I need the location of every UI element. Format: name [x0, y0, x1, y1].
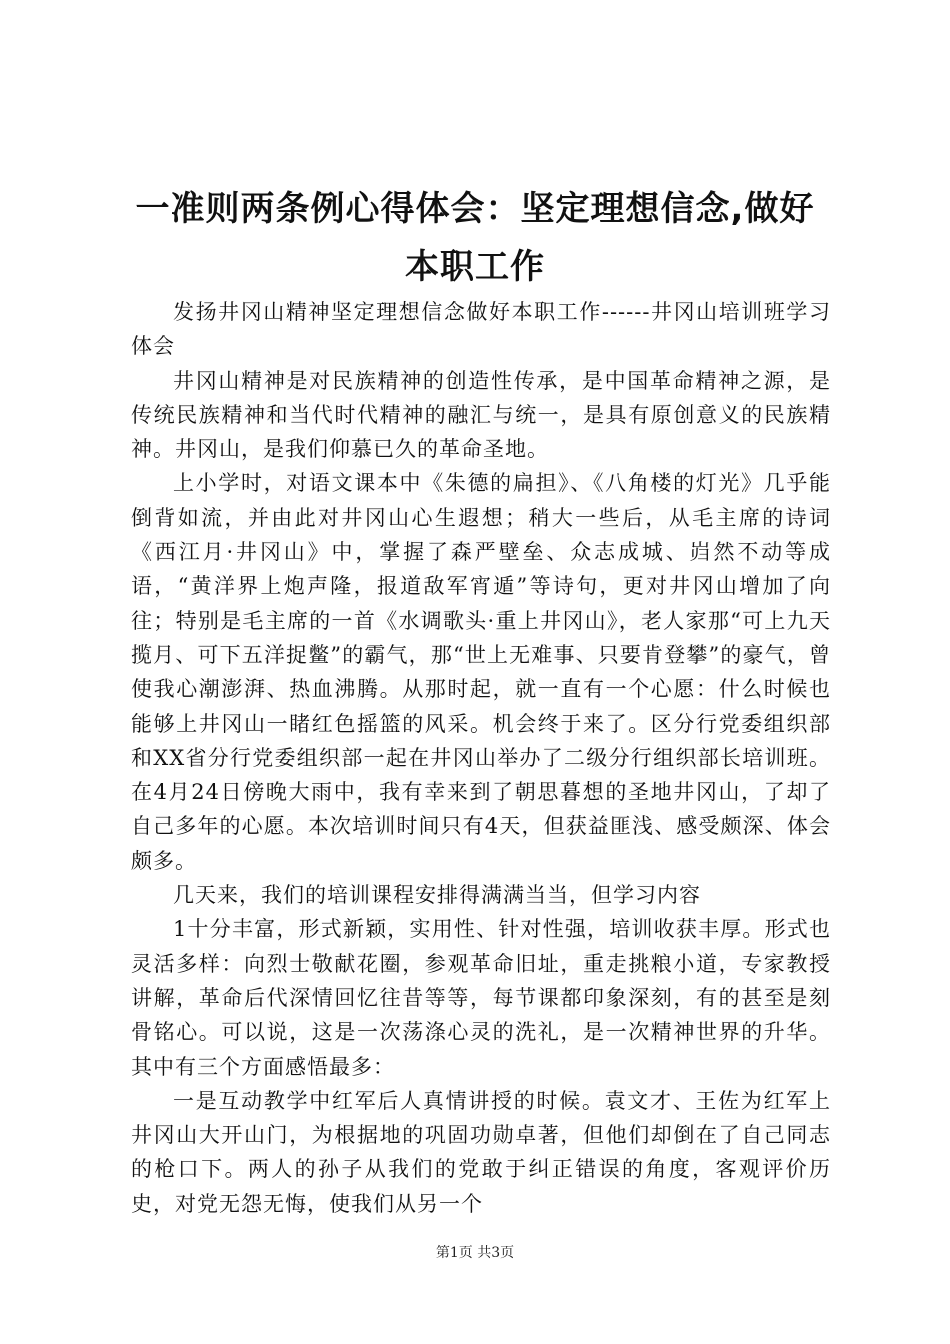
paragraph-spirit: 井冈山精神是对民族精神的创造性传承，是中国革命精神之源，是传统民族精神和当代时代精神的融汇与统一，是具有原创意义的民族精神。井冈山，是我们仰慕已久的革命圣地。 — [131, 368, 831, 462]
document-body — [131, 295, 831, 1221]
paragraph-training-schedule: 几天来，我们的培训课程安排得满满当当，但学习内容 — [173, 883, 701, 908]
paragraph-training-content: 1十分丰富，形式新颖，实用性、针对性强，培训收获丰厚。形式也灵活多样：向烈士敬献花圈，参观革命旧址，重走挑粮小道，专家教授讲解，革命后代深情回忆往昔等等，每节课都印象深刻，有的甚至是刻骨铭心。可以说，这是一次荡涤心灵的洗礼，是一次精神世界的升华。其中有三个方面感悟最多： — [131, 917, 831, 1079]
paragraph-subtitle: 发扬井冈山精神坚定理想信念做好本职工作------井冈山培训班学习体会 — [131, 300, 831, 359]
paragraph-first-insight: 一是互动教学中红军后人真情讲授的时候。袁文才、王佐为红军上井冈山大开山门，为根据地的巩固功勋卓著，但他们却倒在了自己同志的枪口下。两人的孙子从我们的党敢于纠正错误的角度，客观评价历史，对党无怨无悔，使我们从另一个 — [131, 1088, 831, 1216]
paragraph-childhood: 上小学时，对语文课本中《朱德的扁担》、《八角楼的灯光》几乎能倒背如流，并由此对井冈山心生遐想；稍大一些后，从毛主席的诗词《西江月·井冈山》中，掌握了森严壁垒、众志成城、岿然不动等成语，“黄洋界上炮声隆，报道敌军宵遁”等诗句，更对井冈山增加了向往；特别是毛主席的一首《水调歌头·重上井冈山》，老人家那“可上九天揽月、可下五洋捉鳖”的霸气，那“世上无难事、只要肯登攀”的豪气，曾使我心潮澎湃、热血沸腾。从那时起，就一直有一个心愿：什么时候也能够上井冈山一睹红色摇篮的风采。机会终于来了。区分行党委组织部和XX省分行党委组织部一起在井冈山举办了二级分行组织部长培训班。在4月24日傍晚大雨中，我有幸来到了朝思暮想的圣地井冈山，了却了自己多年的心愿。本次培训时间只有4天，但获益匪浅、感受颇深、体会颇多。 — [131, 471, 831, 873]
document-title: 一准则两条例心得体会：坚定理想信念,做好本职工作 — [135, 189, 815, 287]
page-number-footer: 第1页 共3页 — [435, 1245, 515, 1261]
